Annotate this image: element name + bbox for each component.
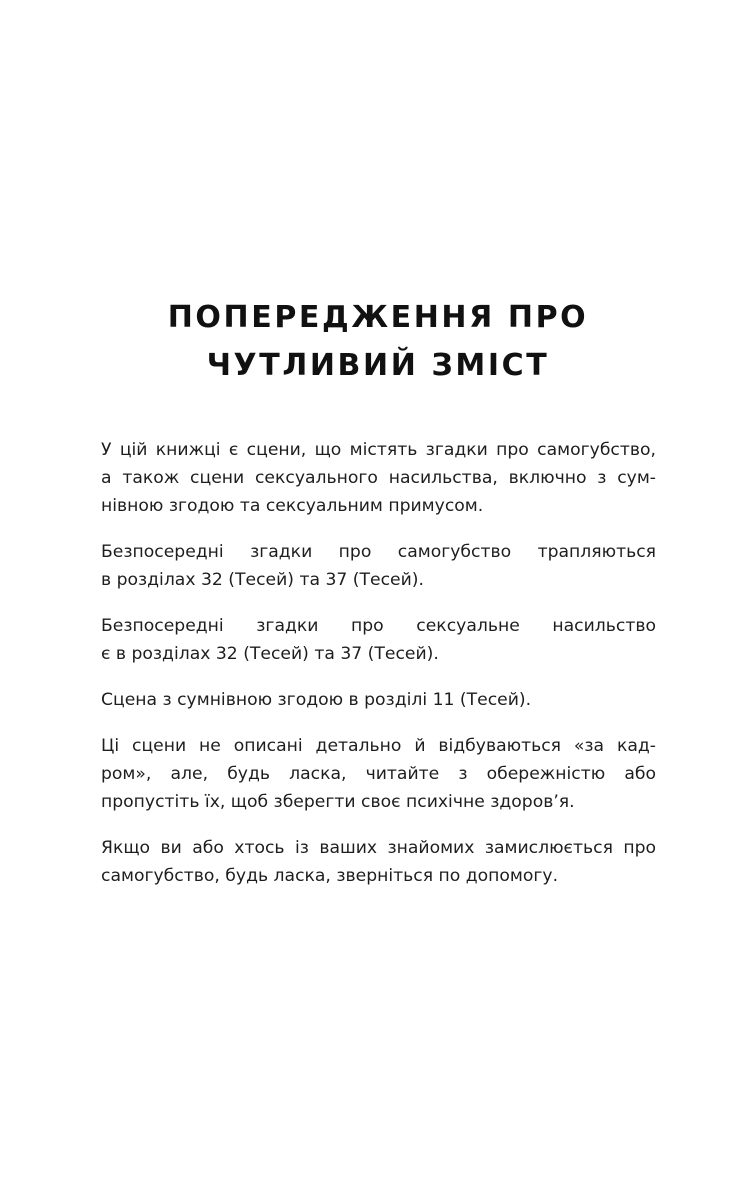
text-line: Безпосередні згадки про самогубство трапляються — [101, 542, 656, 562]
text-line: в розділах 32 (Тесей) та 37 (Тесей). — [101, 570, 424, 590]
page-title-line-1: ПОПЕРЕДЖЕННЯ ПРО — [167, 300, 589, 335]
text-line: а також сцени сексуального насильства, включно з сум- — [101, 468, 656, 488]
text-line: Безпосередні згадки про сексуальне насильство — [101, 616, 656, 636]
page-title-line-2: ЧУТЛИВИЙ ЗМІСТ — [206, 348, 550, 383]
text-line: нівною згодою та сексуальним примусом. — [101, 496, 484, 516]
paragraph-content-summary — [101, 436, 656, 520]
paragraph-help-notice — [101, 834, 656, 890]
text-line: У цій книжці є сцени, що містять згадки про самогубство, — [101, 440, 656, 460]
text-line: є в розділах 32 (Тесей) та 37 (Тесей). — [101, 644, 439, 664]
page-title — [80, 294, 676, 390]
paragraph-consent-scene — [101, 686, 656, 714]
text-line: Якщо ви або хтось із ваших знайомих замислюється про — [101, 838, 656, 858]
paragraph-violence-mentions — [101, 612, 656, 668]
text-line: Ці сцени не описані детально й відбуваються «за кад- — [101, 736, 656, 756]
text-line: Сцена з сумнівною згодою в розділі 11 (Тесей). — [101, 690, 532, 710]
paragraph-reader-advice — [101, 732, 656, 816]
text-line: самогубство, будь ласка, зверніться по допомогу. — [101, 866, 559, 886]
text-line: ром», але, будь ласка, читайте з обережністю або — [101, 764, 656, 784]
warning-body — [101, 436, 656, 908]
text-line: пропустіть їх, щоб зберегти своє психічне здоров’я. — [101, 792, 575, 812]
paragraph-suicide-mentions — [101, 538, 656, 594]
